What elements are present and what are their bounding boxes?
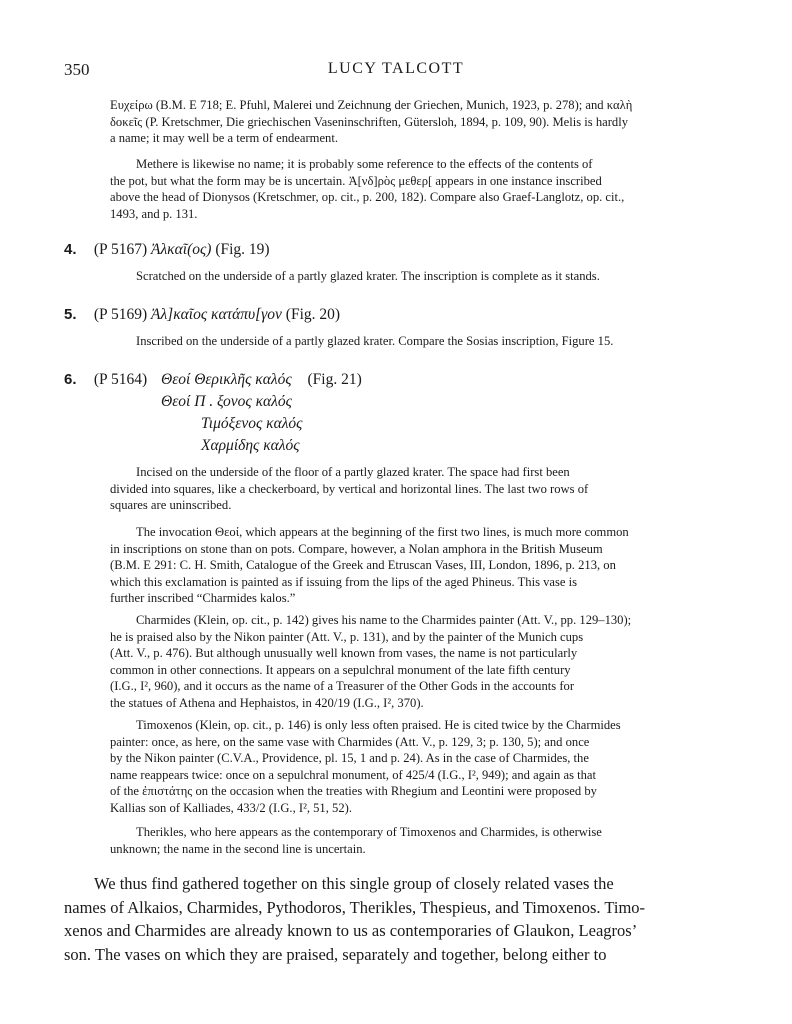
therikles-paragraph xyxy=(110,824,724,857)
text-line: name reappears twice: once on a sepulchral monument, of 425/4 (I.G., I², 949); and again as that xyxy=(110,767,597,782)
text-line: Charmides (Klein, op. cit., p. 142) gives his name to the Charmides painter (Att. V., pp. 129–130); xyxy=(136,613,632,627)
catalog-number: (P 5164) xyxy=(93,371,148,388)
text-line: divided into squares, like a checkerboard, by vertical and horizontal lines. The last two rows of xyxy=(110,481,589,496)
entry-5-description xyxy=(110,333,724,350)
charmides-paragraph xyxy=(110,612,724,712)
timoxenos-paragraph xyxy=(110,717,724,817)
figure-reference: (Fig. 21) xyxy=(307,371,362,388)
text-line: he is praised also by the Nikon painter (Att. V., p. 131), and by the painter of the Munich cups xyxy=(110,629,584,644)
text-line: Methere is likewise no name; it is probably some reference to the effects of the contents of xyxy=(136,157,593,171)
text-line: xenos and Charmides are already known to us as contemporaries of Glaukon, Leagros’ xyxy=(64,921,638,941)
text-line: which this exclamation is painted as if issuing from the lips of the aged Phineus. This vase is xyxy=(110,574,578,589)
entry-4-description xyxy=(110,268,724,285)
text-line: squares are uninscribed. xyxy=(110,498,232,513)
incised-paragraph xyxy=(110,464,724,514)
text-line: Timoxenos (Klein, op. cit., p. 146) is only less often praised. He is cited twice by the Charmides xyxy=(136,718,621,732)
text-line: of the ἐπιστάτης on the occasion when the treaties with Rhegium and Leontini were proposed by xyxy=(110,784,597,799)
entry-5-heading xyxy=(64,304,340,326)
text-line: by the Nikon painter (C.V.A., Providence, pl. 15, 1 and p. 24). As in the case of Charmides, the xyxy=(110,751,589,766)
text-line: further inscribed “Charmides kalos.” xyxy=(110,591,296,606)
entry-6-heading xyxy=(64,369,147,391)
page-header xyxy=(64,60,728,84)
text-line: The invocation Θεοί, which appears at the beginning of the first two lines, is much more common xyxy=(136,525,629,539)
text-line: (B.M. E 291: C. H. Smith, Catalogue of the Greek and Etruscan Vases, III, London, 1896, p. 213, on xyxy=(110,558,616,573)
text-line: the pot, but what the form may be is uncertain. Ἀ[νδ]ρὸς μεθερ[ appears in one instance inscribed xyxy=(110,173,602,188)
methere-paragraph xyxy=(110,156,724,222)
text-line: Ευχείρω (B.M. E 718; E. Pfuhl, Malerei und Zeichnung der Griechen, Munich, 1923, p. 278); and καλὴ xyxy=(110,98,633,112)
entry-6-inscription xyxy=(161,369,362,457)
text-line: painter: once, as here, on the same vase with Charmides (Att. V., p. 129, 3; p. 130, 5); and once xyxy=(110,734,590,749)
entry-number: 5. xyxy=(64,306,77,323)
invocation-paragraph xyxy=(110,524,724,607)
text-line: Scratched on the underside of a partly glazed krater. The inscription is complete as it stands. xyxy=(136,269,600,283)
inscription-line-2: Θεοί Π . ξονος καλός xyxy=(161,393,292,410)
text-line: 1493, and p. 131. xyxy=(110,206,198,221)
main-paragraph xyxy=(64,872,726,966)
figure-reference: (Fig. 19) xyxy=(215,241,270,258)
text-line: We thus find gathered together on this single group of closely related vases the xyxy=(94,874,614,893)
page-number: 350 xyxy=(64,60,90,79)
entry-number: 6. xyxy=(64,371,77,388)
text-line: Therikles, who here appears as the contemporary of Timoxenos and Charmides, is otherwise xyxy=(136,825,602,839)
text-line: in inscriptions on stone than on pots. Compare, however, a Nolan amphora in the British Museum xyxy=(110,541,603,556)
text-line: δοκεῖς (P. Kretschmer, Die griechischen Vaseninschriften, Gütersloh, 1894, p. 109, 90). Melis is hardly xyxy=(110,114,629,129)
entry-4-heading xyxy=(64,239,270,261)
running-head: LUCY TALCOTT xyxy=(327,60,465,77)
text-line: (I.G., I², 960), and it occurs as the name of a Treasurer of the Other Gods in the accounts for xyxy=(110,679,575,694)
catalog-number: (P 5169) xyxy=(93,306,148,323)
figure-reference: (Fig. 20) xyxy=(285,306,341,323)
text-line: the statues of Athena and Hephaistos, in 420/19 (I.G., I², 370). xyxy=(110,695,424,710)
top-paragraph xyxy=(110,97,724,147)
text-line: names of Alkaios, Charmides, Pythodoros, Therikles, Thespieus, and Timoxenos. Timo- xyxy=(64,897,646,917)
inscription-line-1: Θεοί Θερικλῆς καλός (Fig. 21) xyxy=(161,371,362,388)
text-line: common in other connections. It appears on a sepulchral monument of the late fifth century xyxy=(110,662,571,677)
text-line: Inscribed on the underside of a partly glazed krater. Compare the Sosias inscription, Figure 15. xyxy=(136,334,614,348)
catalog-number: (P 5167) xyxy=(93,241,148,258)
text-line: son. The vases on which they are praised, separately and together, belong either to xyxy=(64,944,607,964)
text-line: Incised on the underside of the floor of a partly glazed krater. The space had first been xyxy=(136,465,570,479)
text-line: a name; it may well be a term of endearment. xyxy=(110,131,338,146)
inscription-line-4: Χαρμίδης καλός xyxy=(201,437,300,454)
greek-inscription: Ἀλκαῖ(ος) xyxy=(151,241,212,258)
entry-number: 4. xyxy=(64,241,77,258)
inscription-line-3: Τιμόξενος καλός xyxy=(201,415,303,432)
text-line: above the head of Dionysos (Kretschmer, op. cit., p. 200, 182). Compare also Graef-Langlotz, op. cit., xyxy=(110,190,625,205)
text-line: unknown; the name in the second line is uncertain. xyxy=(110,841,366,856)
greek-inscription: Ἀλ]καῖος κατάπυ[γον xyxy=(151,306,282,323)
text-line: (Att. V., p. 476). But although unusually well known from vases, the name is not particularly xyxy=(110,646,578,661)
text-line: Kallias son of Kalliades, 433/2 (I.G., I², 51, 52). xyxy=(110,800,352,815)
